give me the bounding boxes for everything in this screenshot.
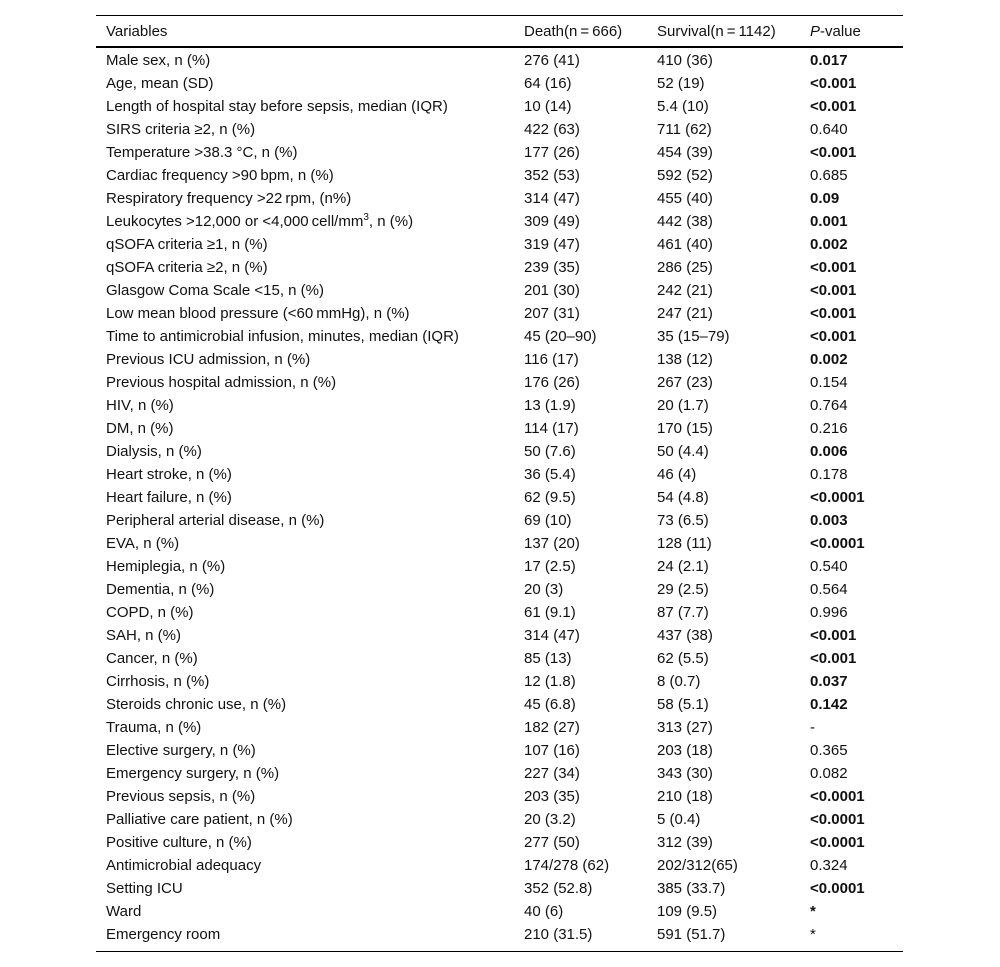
table-row	[96, 325, 903, 348]
cell-death: 227 (34)	[524, 765, 580, 782]
cell-p-value: <0.001	[810, 259, 857, 276]
table-row	[96, 555, 903, 578]
table-row	[96, 670, 903, 693]
cell-survival: 455 (40)	[657, 190, 713, 207]
cell-variable: SAH, n (%)	[106, 627, 182, 644]
cell-survival: 591 (51.7)	[657, 926, 726, 943]
sepsis-outcome-table	[96, 15, 903, 952]
cell-death: 69 (10)	[524, 512, 572, 529]
cell-variable: Dialysis, n (%)	[106, 443, 202, 460]
cell-p-value: 0.154	[810, 374, 848, 391]
cell-death: 20 (3)	[524, 581, 564, 598]
cell-p-value: 0.003	[810, 512, 848, 529]
cell-death: 36 (5.4)	[524, 466, 576, 483]
cell-death: 422 (63)	[524, 121, 580, 138]
cell-p-value: 0.764	[810, 397, 848, 414]
cell-variable: Peripheral arterial disease, n (%)	[106, 512, 325, 529]
table-row	[96, 739, 903, 762]
table-row	[96, 693, 903, 716]
cell-p-value: <0.0001	[810, 880, 865, 897]
table-row	[96, 279, 903, 302]
table-row	[96, 463, 903, 486]
cell-survival: 442 (38)	[657, 213, 713, 230]
cell-p-value: <0.0001	[810, 788, 865, 805]
cell-survival: 286 (25)	[657, 259, 713, 276]
table-row	[96, 509, 903, 532]
cell-variable: Emergency room	[106, 926, 221, 943]
table-row	[96, 118, 903, 141]
cell-variable: Trauma, n (%)	[106, 719, 202, 736]
cell-survival: 461 (40)	[657, 236, 713, 253]
table-row	[96, 831, 903, 854]
cell-variable: Palliative care patient, n (%)	[106, 811, 293, 828]
cell-death: 319 (47)	[524, 236, 580, 253]
cell-variable: Steroids chronic use, n (%)	[106, 696, 287, 713]
cell-variable: HIV, n (%)	[106, 397, 174, 414]
cell-variable: Age, mean (SD)	[106, 75, 214, 92]
cell-p-value: <0.001	[810, 282, 857, 299]
cell-variable: EVA, n (%)	[106, 535, 180, 552]
cell-p-value: 0.685	[810, 167, 848, 184]
cell-death: 64 (16)	[524, 75, 572, 92]
header-p-rest: -value	[820, 22, 861, 40]
cell-death: 309 (49)	[524, 213, 580, 230]
cell-variable: Temperature >38.3 °C, n (%)	[106, 144, 298, 161]
table-row	[96, 371, 903, 394]
cell-p-value: 0.002	[810, 236, 848, 253]
variable-text-suffix: , n (%)	[368, 213, 414, 230]
cell-death: 137 (20)	[524, 535, 580, 552]
cell-death: 174/278 (62)	[524, 857, 610, 874]
cell-p-value: -	[810, 719, 815, 736]
cell-variable: Cancer, n (%)	[106, 650, 198, 667]
cell-p-value: 0.996	[810, 604, 848, 621]
cell-p-value: 0.564	[810, 581, 848, 598]
header-row	[96, 16, 903, 48]
table-row	[96, 417, 903, 440]
cell-variable: Emergency surgery, n (%)	[106, 765, 280, 782]
cell-death: 116 (17)	[524, 351, 579, 368]
table-row	[96, 486, 903, 509]
cell-survival: 592 (52)	[657, 167, 713, 184]
table-row	[96, 624, 903, 647]
cell-variable: SIRS criteria ≥2, n (%)	[106, 121, 256, 138]
cell-death: 182 (27)	[524, 719, 580, 736]
cell-p-value: <0.001	[810, 627, 857, 644]
cell-death: 62 (9.5)	[524, 489, 576, 506]
cell-death: 17 (2.5)	[524, 558, 576, 575]
cell-death: 20 (3.2)	[524, 811, 576, 828]
cell-p-value: 0.142	[810, 696, 848, 713]
cell-p-value: <0.001	[810, 650, 857, 667]
cell-survival: 5.4 (10)	[657, 98, 709, 115]
cell-survival: 5 (0.4)	[657, 811, 701, 828]
cell-p-value: 0.037	[810, 673, 848, 690]
table-row	[96, 716, 903, 739]
cell-death: 107 (16)	[524, 742, 580, 759]
cell-survival: 410 (36)	[657, 52, 713, 69]
cell-p-value: <0.0001	[810, 535, 865, 552]
cell-variable: Cirrhosis, n (%)	[106, 673, 210, 690]
cell-variable: Setting ICU	[106, 880, 183, 897]
cell-death: 45 (20–90)	[524, 328, 597, 345]
cell-variable: Cardiac frequency >90 bpm, n (%)	[106, 167, 334, 184]
cell-death: 239 (35)	[524, 259, 580, 276]
table-row	[96, 302, 903, 325]
cell-survival: 711 (62)	[657, 121, 712, 138]
cell-variable: DM, n (%)	[106, 420, 174, 437]
cell-p-value: 0.640	[810, 121, 848, 138]
header-p-italic: P	[810, 22, 821, 40]
variable-text: Leukocytes >12,000 or <4,000 cell/mm	[106, 213, 364, 230]
cell-variable	[96, 210, 514, 233]
cell-death: 352 (53)	[524, 167, 580, 184]
cell-variable: Glasgow Coma Scale <15, n (%)	[106, 282, 325, 299]
cell-p-value: 0.540	[810, 558, 848, 575]
cell-survival: 242 (21)	[657, 282, 713, 299]
cell-variable: Heart stroke, n (%)	[106, 466, 232, 483]
cell-survival: 138 (12)	[657, 351, 713, 368]
cell-survival: 128 (11)	[657, 535, 712, 552]
table-row	[96, 233, 903, 256]
cell-death: 352 (52.8)	[524, 880, 593, 897]
table-row	[96, 900, 903, 923]
cell-survival: 73 (6.5)	[657, 512, 709, 529]
cell-survival: 203 (18)	[657, 742, 713, 759]
cell-p-value: <0.0001	[810, 834, 865, 851]
cell-death: 114 (17)	[524, 420, 579, 437]
table-row	[96, 72, 903, 95]
cell-p-value: <0.001	[810, 144, 857, 161]
cell-survival: 54 (4.8)	[657, 489, 709, 506]
table-row	[96, 348, 903, 371]
variable-superscript: 3	[363, 212, 369, 223]
cell-death: 177 (26)	[524, 144, 580, 161]
cell-survival: 50 (4.4)	[657, 443, 709, 460]
cell-variable: Positive culture, n (%)	[106, 834, 252, 851]
cell-survival: 312 (39)	[657, 834, 713, 851]
cell-survival: 437 (38)	[657, 627, 713, 644]
cell-p-value: 0.017	[810, 52, 848, 69]
cell-survival: 46 (4)	[657, 466, 697, 483]
cell-variable: Male sex, n (%)	[106, 52, 211, 69]
cell-p-value: 0.216	[810, 420, 848, 437]
cell-death: 277 (50)	[524, 834, 580, 851]
cell-p-value: 0.365	[810, 742, 848, 759]
table-container	[96, 15, 903, 952]
cell-death: 201 (30)	[524, 282, 580, 299]
cell-death: 12 (1.8)	[524, 673, 576, 690]
table-row	[96, 256, 903, 279]
cell-survival: 247 (21)	[657, 305, 713, 322]
table-row	[96, 532, 903, 555]
cell-p-value: 0.001	[810, 213, 848, 230]
cell-p-value: 0.082	[810, 765, 848, 782]
table-row	[96, 578, 903, 601]
table-row	[96, 394, 903, 417]
table-row	[96, 47, 903, 72]
table-row	[96, 808, 903, 831]
table-row	[96, 877, 903, 900]
cell-survival: 87 (7.7)	[657, 604, 709, 621]
cell-survival: 29 (2.5)	[657, 581, 709, 598]
cell-p-value: <0.001	[810, 305, 857, 322]
cell-survival: 385 (33.7)	[657, 880, 726, 897]
cell-death: 13 (1.9)	[524, 397, 576, 414]
cell-survival: 35 (15–79)	[657, 328, 730, 345]
cell-p-value: <0.0001	[810, 811, 865, 828]
cell-variable: Previous sepsis, n (%)	[106, 788, 256, 805]
table-header	[96, 16, 903, 48]
cell-variable: Time to antimicrobial infusion, minutes, median (IQR)	[106, 328, 459, 345]
cell-variable: Dementia, n (%)	[106, 581, 215, 598]
cell-variable: Ward	[106, 903, 142, 920]
cell-p-value: <0.001	[810, 98, 857, 115]
table-row	[96, 210, 903, 233]
table-row	[96, 187, 903, 210]
table-row	[96, 95, 903, 118]
cell-variable: Antimicrobial adequacy	[106, 857, 262, 874]
cell-death: 85 (13)	[524, 650, 572, 667]
cell-variable: Respiratory frequency >22 rpm, (n%)	[106, 190, 352, 207]
cell-p-value: <0.001	[810, 75, 857, 92]
table-row	[96, 647, 903, 670]
cell-death: 210 (31.5)	[524, 926, 593, 943]
cell-variable: Previous hospital admission, n (%)	[106, 374, 337, 391]
header-p-value	[800, 16, 903, 48]
cell-death: 314 (47)	[524, 190, 580, 207]
cell-death: 50 (7.6)	[524, 443, 576, 460]
cell-survival: 267 (23)	[657, 374, 713, 391]
cell-variable: COPD, n (%)	[106, 604, 194, 621]
cell-p-value: <0.001	[810, 328, 857, 345]
cell-variable: Heart failure, n (%)	[106, 489, 232, 506]
cell-variable: Length of hospital stay before sepsis, median (IQR)	[106, 98, 448, 115]
cell-p-value: *	[810, 903, 816, 920]
table-row	[96, 164, 903, 187]
cell-survival: 62 (5.5)	[657, 650, 709, 667]
cell-p-value: 0.006	[810, 443, 848, 460]
table-row	[96, 762, 903, 785]
table-row	[96, 854, 903, 877]
table-row	[96, 601, 903, 624]
cell-death: 45 (6.8)	[524, 696, 576, 713]
cell-survival: 170 (15)	[657, 420, 713, 437]
table-row	[96, 785, 903, 808]
cell-variable: Elective surgery, n (%)	[106, 742, 256, 759]
header-death: Death(n = 666)	[524, 22, 623, 40]
header-variables: Variables	[106, 22, 168, 40]
table-row	[96, 141, 903, 164]
cell-survival: 343 (30)	[657, 765, 713, 782]
cell-death: 10 (14)	[524, 98, 572, 115]
cell-survival: 109 (9.5)	[657, 903, 718, 920]
cell-variable: Hemiplegia, n (%)	[106, 558, 226, 575]
cell-p-value: <0.0001	[810, 489, 865, 506]
cell-variable: qSOFA criteria ≥1, n (%)	[106, 236, 268, 253]
cell-p-value: *	[810, 926, 816, 943]
cell-death: 207 (31)	[524, 305, 580, 322]
cell-death: 61 (9.1)	[524, 604, 576, 621]
cell-p-value: 0.324	[810, 857, 848, 874]
cell-p-value: 0.178	[810, 466, 848, 483]
cell-survival: 8 (0.7)	[657, 673, 701, 690]
cell-death: 40 (6)	[524, 903, 564, 920]
cell-variable: Previous ICU admission, n (%)	[106, 351, 311, 368]
cell-survival: 20 (1.7)	[657, 397, 709, 414]
cell-survival: 313 (27)	[657, 719, 713, 736]
cell-death: 203 (35)	[524, 788, 580, 805]
table-row	[96, 440, 903, 463]
cell-death: 314 (47)	[524, 627, 580, 644]
cell-survival: 210 (18)	[657, 788, 713, 805]
cell-survival: 58 (5.1)	[657, 696, 709, 713]
header-survival: Survival(n = 1142)	[657, 22, 776, 40]
cell-variable: qSOFA criteria ≥2, n (%)	[106, 259, 268, 276]
cell-survival: 52 (19)	[657, 75, 705, 92]
cell-survival: 454 (39)	[657, 144, 713, 161]
cell-death: 276 (41)	[524, 52, 580, 69]
cell-survival: 24 (2.1)	[657, 558, 709, 575]
table-body	[96, 47, 903, 952]
cell-death: 176 (26)	[524, 374, 580, 391]
cell-p-value: 0.09	[810, 190, 840, 207]
cell-survival: 202/312(65)	[657, 857, 738, 874]
cell-p-value: 0.002	[810, 351, 848, 368]
cell-variable: Low mean blood pressure (<60 mmHg), n (%)	[106, 305, 410, 322]
table-row	[96, 923, 903, 952]
